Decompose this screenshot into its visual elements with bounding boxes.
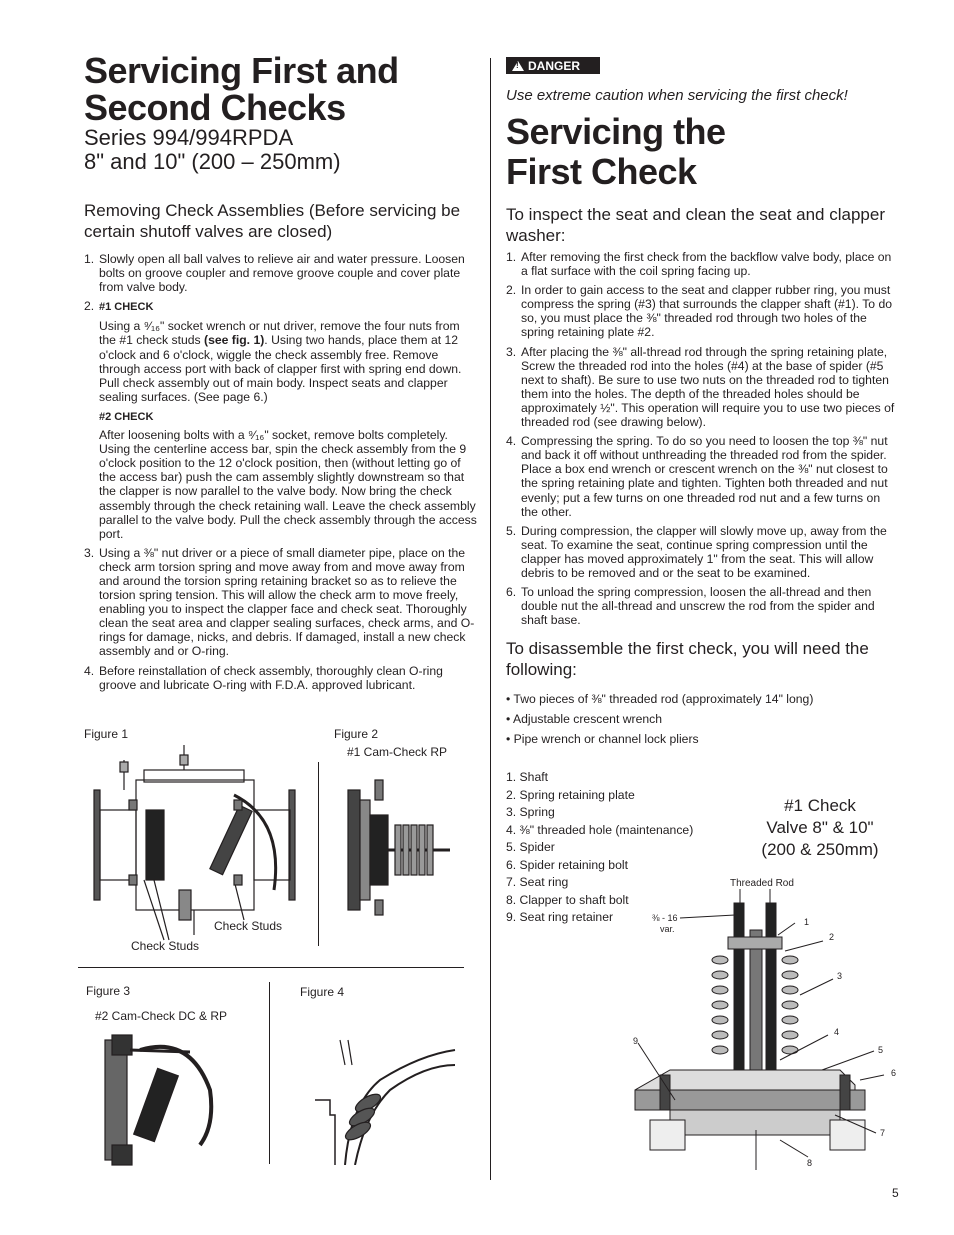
inspect-steps <box>506 250 898 632</box>
list-item: 1. Shaft <box>506 770 549 784</box>
check-studs-callout: Check Studs <box>214 919 283 933</box>
check2-text: After loosening bolts with a ⁹⁄₁₆" socket, remove bolts completely. Using the centerline access bar, spin the check assembly from the 9 o'clock position to the 12 o'clock position, then (without letting go of the access bar) push the cam assembly slightly downstream so that the clapper is now parallel to the valve body. Now bring the check assembly through the check retaining wall. Leave the check assembly parallel to the valve body. Pull the check assembly through the access port. <box>99 428 477 541</box>
figure2-label: Figure 2 <box>334 727 379 741</box>
fig-reference: (see fig. 1) <box>204 333 265 348</box>
inspect-heading-block <box>506 204 896 246</box>
step-item: 1. After removing the first check from the backflow valve body, place on a flat surface with the coil spring facing up. <box>506 250 892 279</box>
callout-4: 4 <box>834 1027 840 1037</box>
inspect-heading: To inspect the seat and clean the seat and clapper washer: <box>506 205 885 245</box>
figure3-cam-check-drawing <box>100 1030 230 1170</box>
check1-label: #1 CHECK <box>99 301 154 314</box>
step-item <box>84 252 479 294</box>
callout-5: 5 <box>878 1045 884 1055</box>
step-item <box>84 664 479 692</box>
step-item: 2. In order to gain access to the seat and clapper rubber ring, you must compress the spring (#3) that surrounds the clapper shaft (#1). To do so, you must place the ⅜" threaded rod through two holes of the spring retaining plate #2. <box>506 283 893 340</box>
rod-spec-label: ⅜ - 16 <box>652 913 678 923</box>
removing-heading: Removing Check Assemblies (Before servicing be certain shutoff valves are closed) <box>84 201 461 241</box>
page-title-line1: Servicing First and <box>84 50 399 91</box>
step-item <box>84 546 479 659</box>
removing-steps <box>84 252 479 697</box>
step-item: 6. To unload the spring compression, loosen the all-thread and then double nut the all-thread and unscrew the rod from the spider and shaft base. <box>506 585 875 628</box>
list-item: • Pipe wrench or channel lock pliers <box>506 732 699 746</box>
figure1-label: Figure 1 <box>84 727 129 741</box>
step-text: Slowly open all ball valves to relieve air and water pressure. Loosen bolts on groove coupler and remove groove couple and cover plate from valve body. <box>99 252 465 295</box>
list-item: • Adjustable crescent wrench <box>506 712 663 726</box>
callout-6: 6 <box>891 1068 897 1078</box>
figure3-label: Figure 3 <box>86 984 131 998</box>
callout-1: 1 <box>804 917 810 927</box>
size-subtitle: 8" and 10" (200 – 250mm) <box>84 149 341 174</box>
list-item: 9. Seat ring retainer <box>506 910 614 924</box>
page-title-line2: Second Checks <box>84 87 346 128</box>
diagram-title-line: Valve 8" & 10" <box>766 818 874 837</box>
list-item: 2. Spring retaining plate <box>506 787 635 802</box>
list-item: 6. Spider retaining bolt <box>506 857 628 872</box>
section-title-line2: First Check <box>506 151 697 192</box>
callout-2: 2 <box>829 932 835 942</box>
column-divider <box>490 58 491 1180</box>
left-title-block <box>84 52 484 174</box>
figure4-detail-drawing <box>310 1025 460 1165</box>
callout-9: 9 <box>633 1036 639 1046</box>
danger-badge <box>506 57 600 74</box>
disassemble-heading-block <box>506 638 896 680</box>
step-text: Using a ⅜" nut driver or a piece of small diameter pipe, place on the check arm torsion spring and move away from and move away from and around the torsion spring retaining bracket so as to relieve the torsion spring tension. This will allow the check arm to move freely, enabling you to inspect the clapper face and check seat. Thoroughly clean the seat area and clapper sealing surfaces, check arms, and O-rings for damage, nicks, and debris. If damaged, install a new check assembly and or O-ring. <box>99 545 475 659</box>
check1-text: Using a ⁹⁄₁₆" socket wrench or nut driver, remove the four nuts from the #1 check studs (see fig. 1). Using two hands, place them at 12 o'clock and 6 o'clock, wiggle the check assembly free. Remove through access port with back of clapper first with spring end down. Pull check assembly out of main body. Inspect seats and clapper sealing surfaces. (See page 6.) <box>99 319 462 404</box>
list-item: 4. ⅜" threaded hole (maintenance) <box>506 822 694 837</box>
threaded-rod-label: Threaded Rod <box>730 878 794 889</box>
step-text: Before reinstallation of check assembly, thoroughly clean O-ring groove and lubricate O-ring with F.D.A. approved lubricant. <box>99 663 443 692</box>
series-subtitle: Series 994/994RPDA <box>84 125 294 150</box>
danger-label: DANGER <box>528 58 581 73</box>
step-number: 2. <box>84 299 95 314</box>
step-item <box>84 299 479 541</box>
figure-divider <box>318 762 319 946</box>
diagram-title-line: (200 & 250mm) <box>761 840 879 859</box>
right-title-block <box>506 112 906 192</box>
page-number: 5 <box>892 1186 899 1200</box>
check2-label: #2 CHECK <box>99 410 154 423</box>
tools-list <box>506 692 896 752</box>
callout-3: 3 <box>837 971 843 981</box>
callout-7: 7 <box>880 1128 886 1138</box>
step-item: 5. During compression, the clapper will slowly move up, away from the seat. To examine the seat, continue spring compression until the clapper has moved approximately 1" from the seat. This will allow debris to be removed and or the seat to be examined. <box>506 523 887 580</box>
first-check-cross-section-diagram <box>630 875 910 1175</box>
diagram-title-line: #1 Check <box>784 796 856 815</box>
callout-8: 8 <box>807 1158 813 1168</box>
list-item: 7. Seat ring <box>506 875 569 889</box>
diagram-title <box>740 795 900 861</box>
step-number: 4. <box>84 663 95 678</box>
removing-heading-block <box>84 200 479 242</box>
step-number: 1. <box>84 252 95 266</box>
caution-text: Use extreme caution when servicing the first check! <box>506 87 848 104</box>
figure2-caption: #1 Cam-Check RP <box>347 745 448 759</box>
check-studs-callout: Check Studs <box>131 939 200 953</box>
list-item: • Two pieces of ⅜" threaded rod (approximately 14" long) <box>506 692 814 706</box>
warning-triangle-icon <box>512 61 524 71</box>
step-number: 3. <box>84 545 95 560</box>
list-item: 5. Spider <box>506 840 555 854</box>
step-item: 4. Compressing the spring. To do so you need to loosen the top ⅜" nut and back it off without unthreading the threaded rod from the spider. Place a box end wrench or crescent wrench on the ⅜" nut closest to the spring retaining plate and tighten. Tighten both threaded and nut evenly; put a few turns on one threaded rod nut and a few turns on the other. <box>506 434 888 519</box>
figure-divider <box>269 982 270 1164</box>
figure3-caption: #2 Cam-Check DC & RP <box>95 1009 228 1023</box>
rod-spec-label: var. <box>660 924 675 934</box>
list-item: 3. Spring <box>506 805 555 819</box>
step-item: 3. After placing the ⅜" all-thread rod through the spring retaining plate, Screw the threaded rod into the holes (#4) at the base of spider (#5 next to shaft). Be sure to use two nuts on the threaded rod to tighten them into the holes. The depth of the threaded holes should be approximately ½". This operation will require you to use two pieces of threaded rod (see drawing below). <box>506 344 895 430</box>
section-title-line1: Servicing the <box>506 111 726 152</box>
figure2-cam-check-drawing <box>340 770 470 920</box>
figure4-label: Figure 4 <box>300 985 345 999</box>
figure-row-divider <box>78 967 464 968</box>
disassemble-heading: To disassemble the first check, you will need the following: <box>506 639 869 679</box>
list-item: 8. Clapper to shaft bolt <box>506 892 629 907</box>
